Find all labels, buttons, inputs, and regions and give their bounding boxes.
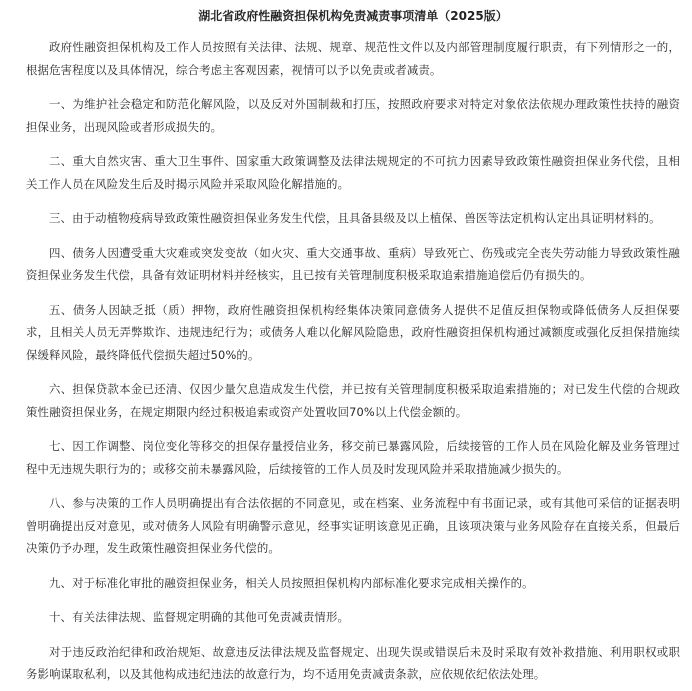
intro-paragraph: 政府性融资担保机构及工作人员按照有关法律、法规、规章、规范性文件以及内部管理制度履行职责，有下列情形之一的，根据危害程度以及具体情况，综合考虑主客观因素，视情可以予以免责或者减责。 xyxy=(26,40,680,77)
exclusion-paragraph: 对于违反政治纪律和政治规矩、故意违反法律法规及监督规定、出现失误或错误后未及时采取有效补救措施、利用职权或职务影响谋取私利，以及其他构成违纪违法的故意行为，均不适用免责减责条款，应依规依纪依法处理。 xyxy=(26,644,680,681)
item-9-paragraph: 九、对于标准化审批的融资担保业务，相关人员按照担保机构内部标准化要求完成相关操作的。 xyxy=(49,575,534,590)
item-6-paragraph: 六、担保贷款本金已还清、仅因少量欠息造成发生代偿，并已按有关管理制度积极采取追索措施的；对已发生代偿的合规政策性融资担保业务，在规定期限内经过积极追索或资产处置收回70%以上代偿金额的。 xyxy=(26,382,680,419)
item-7-paragraph: 七、因工作调整、岗位变化等移交的担保存量授信业务，移交前已暴露风险，后续接管的工作人员在风险化解及业务管理过程中无违规失职行为的；或移交前未暴露风险，后续接管的工作人员及时发现风险并采取措施减少损失的。 xyxy=(26,439,680,476)
item-3-paragraph: 三、由于动植物疫病导致政策性融资担保业务发生代偿，且具备县级及以上植保、兽医等法定机构认定出具证明材料的。 xyxy=(49,211,661,225)
item-10-paragraph: 十、有关法律法规、监督规定明确的其他可免责减责情形。 xyxy=(49,610,350,624)
item-1-paragraph: 一、为维护社会稳定和防范化解风险，以及反对外国制裁和打压，按照政府要求对特定对象依法依规办理政策性扶持的融资担保业务，出现风险或者形成损失的。 xyxy=(26,97,680,134)
item-5-paragraph: 五、债务人因缺乏抵（质）押物，政府性融资担保机构经集体决策同意债务人提供不足值反担保物或降低债务人反担保要求，且相关人员无弄弊欺诈、违规违纪行为；或债务人难以化解风险隐患，政府性融资担保机构通过减额度或强化反担保措施续保缓释风险，最终降低代偿损失超过50%的。 xyxy=(26,302,680,362)
item-2-paragraph: 二、重大自然灾害、重大卫生事件、国家重大政策调整及法律法规规定的不可抗力因素导致政策性融资担保业务代偿，且相关工作人员在风险发生后及时揭示风险并采取风险化解措施的。 xyxy=(26,154,680,191)
document-title: 湖北省政府性融资担保机构免责减责事项清单（2025版） xyxy=(198,9,508,23)
item-8-paragraph: 八、参与决策的工作人员明确提出有合法依据的不同意见，或在档案、业务流程中有书面记录，或有其他可采信的证据表明曾明确提出反对意见，或对债务人风险有明确警示意见，经事实证明该意见正确，且该项决策与业务风险存在直接关系，但最后决策仍予办理，发生政策性融资担保业务代偿的。 xyxy=(26,496,680,555)
item-4-paragraph: 四、债务人因遭受重大灾难或突发变故（如火灾、重大交通事故、重病）导致死亡、伤残或完全丧失劳动能力导致政策性融资担保业务发生代偿，具备有效证明材料并经核实，且已按有关管理制度积极采取追索措施追偿后仍有损失的。 xyxy=(26,245,680,282)
